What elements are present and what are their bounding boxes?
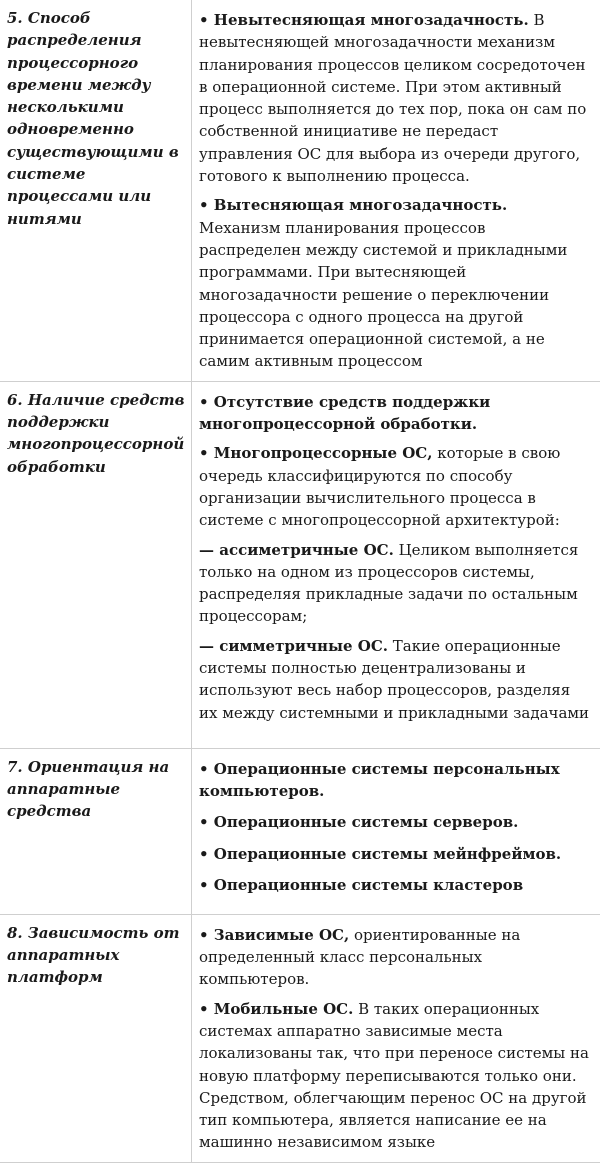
option-lead: • Зависимые ОС, [199, 926, 349, 944]
option-item [199, 9, 590, 187]
option-lead: • Мобильные ОС. [199, 1000, 353, 1018]
option-text: В невытесняющей многозадачности механизм планирования процессов целиком сосредоточен в операционной системе. При этом активный процесс выполняется до тех пор, пока он сам по собственной инициативе не передаст управления ОС для выбора из очереди другого, готового к выполнению процесса. [199, 11, 586, 185]
criterion-cell [0, 748, 192, 914]
options-cell [192, 914, 600, 1162]
options-cell [192, 748, 600, 914]
criterion-cell [0, 914, 192, 1162]
option-item [199, 194, 590, 372]
option-lead: • Отсутствие средств поддержки многопроцессорной обработки. [199, 393, 490, 433]
table-row [0, 914, 600, 1162]
option-lead: • Невытесняющая многозадачность. [199, 11, 529, 29]
option-text: которые в свою очередь классифицируются по способу организации вычислительного процесса в системе с многопроцессорной архитектурой: [199, 444, 560, 529]
option-item [199, 874, 590, 896]
option-lead: • Многопроцессорные ОС, [199, 444, 432, 462]
option-text: ориентированные на определенный класс персональных компьютеров. [199, 926, 520, 989]
option-text: В таких операционных системах аппаратно зависимые места локализованы так, что при переносе системы на новую платформу переписываются только они. Средством, облегчающим перенос ОС на другой тип компьютера, является написание ее на машинно независимом языке [199, 1000, 589, 1152]
table-row [0, 381, 600, 748]
criterion-cell [0, 381, 192, 748]
option-item [199, 758, 590, 803]
option-item [199, 442, 590, 531]
table-row [0, 0, 600, 381]
option-lead: • Операционные системы серверов. [199, 813, 518, 831]
option-item [199, 843, 590, 865]
option-text: Механизм планирования процессов распределен между системой и прикладными программами. При вытесняющей многозадачности решение о переключении процессора с одного процесса на другой принимается операционной системой, а не самим активным процессом [199, 219, 567, 371]
option-item [199, 811, 590, 833]
option-lead: — симметричные ОС. [199, 637, 388, 655]
option-lead: • Вытесняющая многозадачность. [199, 196, 507, 214]
table-row [0, 748, 600, 914]
option-item [199, 924, 590, 991]
option-lead: • Операционные системы кластеров [199, 876, 523, 894]
option-text: Целиком выполняется только на одном из процессоров системы, распределяя прикладные задачи по остальным процессорам; [199, 541, 578, 626]
option-lead: • Операционные системы персональных компьютеров. [199, 760, 560, 800]
options-cell [192, 0, 600, 381]
option-item [199, 391, 590, 436]
criterion-label: 6. Наличие средств поддержки многопроцессорной обработки [0, 382, 191, 488]
options-cell [192, 381, 600, 748]
option-item [199, 998, 590, 1154]
option-lead: • Операционные системы мейнфреймов. [199, 845, 561, 863]
option-text: Такие операционные системы полностью децентрализованы и используют весь набор процессоров, разделяя их между системными и прикладными задачами [199, 637, 589, 722]
option-lead: — ассиметричные ОС. [199, 541, 394, 559]
criterion-label: 5. Способ распределения процессорного времени между несколькими одновременно существующими в системе процессами или нитями [0, 0, 191, 240]
option-item [199, 635, 590, 724]
option-item [199, 539, 590, 628]
criterion-cell [0, 0, 192, 381]
criterion-label: 8. Зависимость от аппаратных платформ [0, 915, 191, 999]
criterion-label: 7. Ориентация на аппаратные средства [0, 749, 191, 833]
